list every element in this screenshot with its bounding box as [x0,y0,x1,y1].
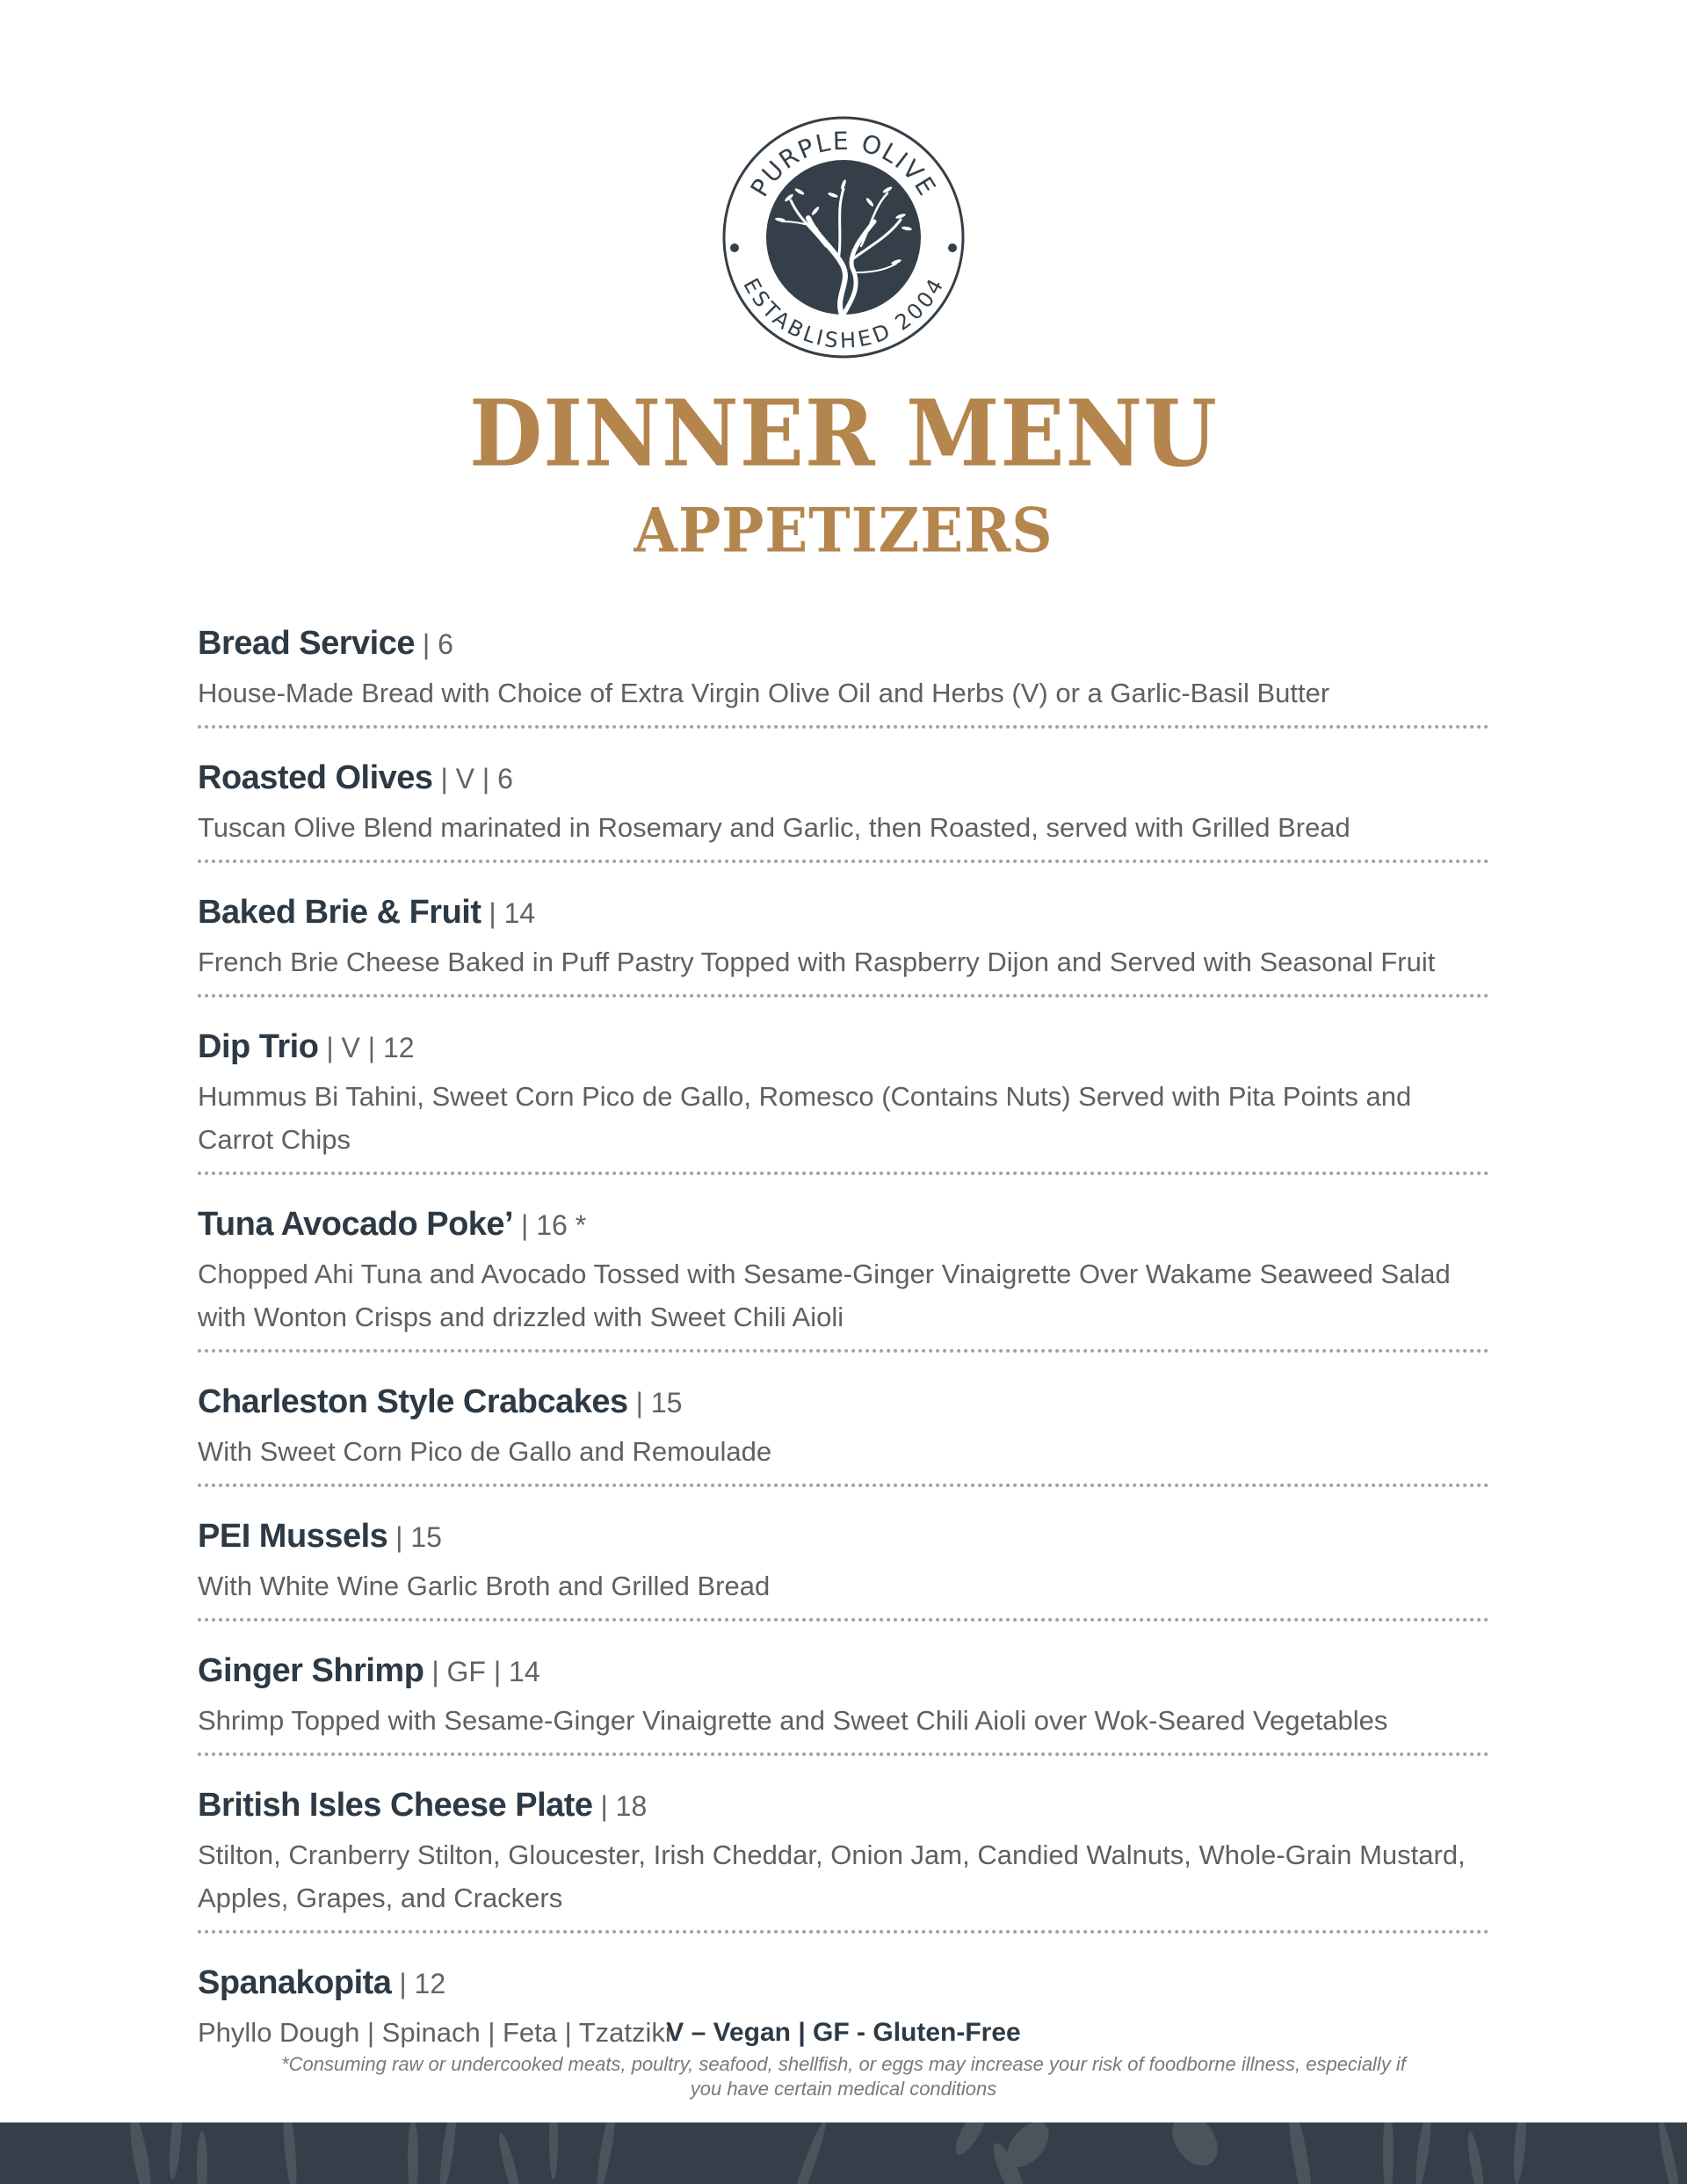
divider [198,1484,1489,1487]
item-name: Baked Brie & Fruit [198,894,481,931]
item-description: Tuscan Olive Blend marinated in Rosemary and Garlic, then Roasted, served with Grilled Bread [198,812,1350,843]
item-description: Shrimp Topped with Sesame-Ginger Vinaigrette and Sweet Chili Aioli over Wok-Seared Vegetables [198,1705,1388,1736]
svg-text:PURPLE OLIVE: PURPLE OLIVE [744,126,943,202]
item-price: | 16 * [513,1209,587,1241]
menu-item [198,1019,1489,1161]
item-description: Chopped Ahi Tuna and Avocado Tossed with Sesame-Ginger Vinaigrette Over Wakame Seaweed Salad with Wonton Crisps and drizzled with Sweet Chili Aioli [198,1259,1451,1332]
item-description: Hummus Bi Tahini, Sweet Corn Pico de Gallo, Romesco (Contains Nuts) Served with Pita Points and Carrot Chips [198,1081,1412,1155]
menu-list [198,615,1489,2054]
item-price: | 18 [592,1790,648,1822]
footer-band [0,2122,1687,2184]
item-price: | GF | 14 [424,1656,540,1687]
item-description: House-Made Bread with Choice of Extra Virgin Olive Oil and Herbs (V) or a Garlic-Basil Butter [198,678,1330,708]
item-name: Charleston Style Crabcakes [198,1383,628,1420]
item-price: | 15 [387,1521,442,1553]
item-name: Roasted Olives [198,759,433,796]
divider [198,1349,1489,1353]
divider [198,1752,1489,1756]
item-price: | 14 [481,897,536,929]
olive-tree-icon [720,114,967,360]
item-description: French Brie Cheese Baked in Puff Pastry Topped with Raspberry Dijon and Served with Seasonal Fruit [198,947,1436,977]
menu-item [198,1374,1489,1473]
item-price: | V | 6 [432,763,513,795]
menu-item [198,1777,1489,1919]
divider [198,1172,1489,1175]
food-safety-disclaimer: *Consuming raw or undercooked meats, poultry, seafood, shellfish, or eggs may increase your risk of foodborne illness, especially if you have certain medical conditions [281,2053,1406,2100]
menu-item [198,750,1489,849]
item-name: PEI Mussels [198,1518,388,1555]
item-name: British Isles Cheese Plate [198,1787,593,1824]
divider [198,860,1489,863]
menu-item [198,1643,1489,1742]
restaurant-logo [720,114,967,360]
menu-item [198,615,1489,715]
item-price: | 15 [627,1387,683,1419]
item-name: Dip Trio [198,1028,319,1065]
menu-item [198,884,1489,983]
menu-item [198,1508,1489,1607]
item-name: Spanakopita [198,1964,392,2001]
divider [198,1930,1489,1934]
divider [198,725,1489,729]
menu-item [198,1196,1489,1339]
divider [198,1618,1489,1622]
section-title: APPETIZERS [634,495,1053,567]
page-title: DINNER MENU [469,380,1218,488]
item-description: Phyllo Dough | Spinach | Feta | Tzatziki [198,2017,671,2048]
svg-text:ESTABLISHED 2004: ESTABLISHED 2004 [738,274,949,353]
item-description: With White Wine Garlic Broth and Grilled Bread [198,1571,771,1601]
item-name: Tuna Avocado Poke’ [198,1206,514,1243]
dietary-legend: V – Vegan | GF - Gluten-Free [666,2018,1021,2047]
item-price: | 6 [415,628,453,660]
item-description: With Sweet Corn Pico de Gallo and Remoulade [198,1436,772,1467]
item-name: Bread Service [198,625,415,662]
olive-leaf-pattern-icon [0,2122,1687,2184]
item-name: Ginger Shrimp [198,1652,424,1689]
item-description: Stilton, Cranberry Stilton, Gloucester, Irish Cheddar, Onion Jam, Candied Walnuts, Whole-Grain Mustard, Apples, Grapes, and Crackers [198,1839,1466,1913]
item-price: | V | 12 [318,1032,415,1063]
item-price: | 12 [391,1968,446,1999]
divider [198,994,1489,998]
